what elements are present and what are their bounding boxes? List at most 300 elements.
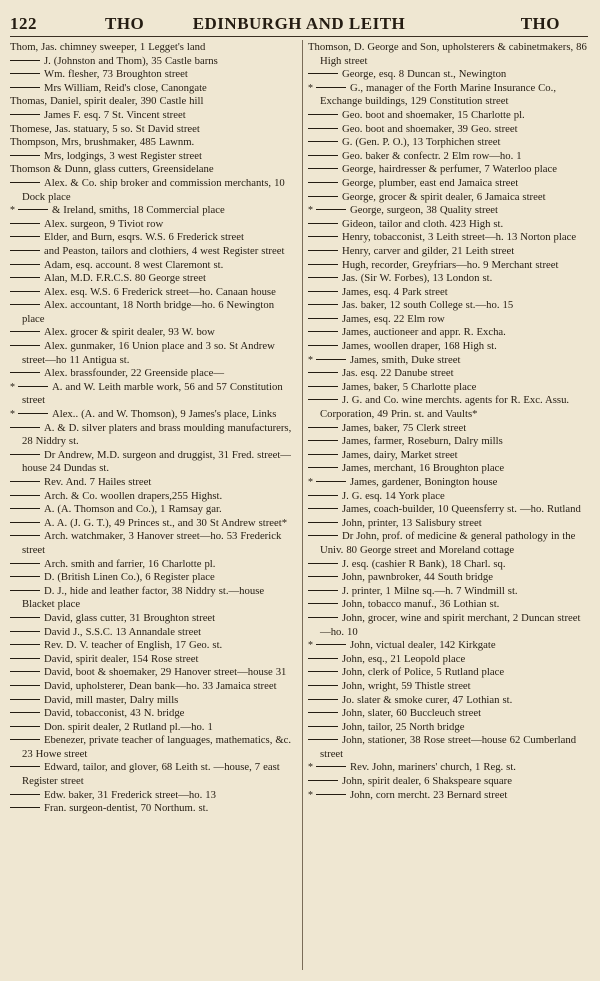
entry-text: James, coach-builder, 10 Queensferry st. —ho. Rutland: [342, 503, 581, 516]
directory-entry: [308, 585, 590, 599]
entry-text: Jas. baker, 12 south College st.—ho. 15: [342, 299, 514, 312]
directory-entry: [308, 354, 590, 368]
directory-entry: [10, 789, 298, 803]
ditto-dash: [308, 182, 338, 183]
ditto-dash: [308, 155, 338, 156]
ditto-dash: [308, 712, 338, 713]
ditto-dash: [10, 291, 40, 292]
asterisk-mark: *: [308, 354, 313, 366]
directory-entry: [308, 204, 590, 218]
left-column: [10, 41, 298, 977]
ditto-dash: [308, 427, 338, 428]
entry-text: Geo. baker & confectr. 2 Elm row—ho. 1: [342, 149, 522, 162]
entry-text: Wm. flesher, 73 Broughton street: [44, 68, 188, 81]
entry-text: Alex. grocer & spirit dealer, 93 W. bow: [44, 326, 215, 339]
ditto-dash: [10, 155, 40, 156]
ditto-dash: [10, 495, 40, 496]
ditto-dash: [10, 264, 40, 265]
ditto-dash: [10, 427, 40, 428]
entry-text: John, tobacco manuf., 36 Lothian st.: [342, 598, 500, 611]
directory-entry: [308, 68, 590, 82]
ditto-dash: [316, 481, 346, 482]
ditto-dash: [10, 685, 40, 686]
directory-entry: [308, 109, 590, 123]
ditto-dash: [308, 73, 338, 74]
entry-text: David, upholsterer, Dean bank—ho. 33 Jamaica street: [44, 679, 277, 692]
entry-text: John, corn mercht. 23 Bernard street: [350, 788, 508, 801]
entry-text: David J., S.S.C. 13 Annandale street: [44, 625, 202, 638]
ditto-dash: [10, 182, 40, 183]
entry-text: James, esq. 4 Park street: [342, 285, 448, 298]
entry-text: James, farmer, Roseburn, Dalry mills: [342, 435, 503, 448]
ditto-dash: [10, 712, 40, 713]
entry-text: Dr John, prof. of medicine & general pathology in the Univ. 80 George street and Moreland cottage: [320, 530, 576, 556]
ditto-dash: [10, 671, 40, 672]
entry-text: J. printer, 1 Milne sq.—h. 7 Windmill st.: [342, 584, 518, 597]
asterisk-mark: *: [10, 205, 15, 217]
ditto-dash: [18, 386, 48, 387]
ditto-dash: [308, 196, 338, 197]
ditto-dash: [316, 794, 346, 795]
right-column: [308, 41, 590, 977]
directory-entry: [308, 694, 590, 708]
directory-entry: [308, 789, 590, 803]
ditto-dash: [10, 794, 40, 795]
ditto-dash: [10, 807, 40, 808]
entry-text: Hugh, recorder, Greyfriars—ho. 9 Merchant street: [342, 258, 559, 271]
directory-entry: [10, 231, 298, 245]
entry-text: Alex. & Co. ship broker and commission merchants, 10 Dock place: [22, 176, 285, 203]
entry-text: James F. esq. 7 St. Vincent street: [44, 108, 186, 121]
ditto-dash: [10, 766, 40, 767]
asterisk-mark: *: [308, 477, 313, 488]
entry-text: James, gardener, Bonington house: [350, 476, 498, 488]
entry-text: David, mill master, Dalry mills: [44, 693, 179, 706]
entry-text: and Peaston, tailors and clothiers, 4 west Register street: [44, 244, 285, 257]
entry-text: Mrs William, Reid's close, Canongate: [44, 81, 207, 94]
directory-entry: [10, 734, 298, 761]
entry-text: Arch. & Co. woollen drapers,255 Highst.: [44, 489, 223, 502]
ditto-dash: [308, 250, 338, 251]
directory-entry: [10, 272, 298, 286]
ditto-dash: [308, 685, 338, 686]
directory-entry: [308, 530, 590, 557]
directory-entry: [10, 721, 298, 735]
ditto-dash: [308, 331, 338, 332]
ditto-dash: [308, 467, 338, 468]
directory-entry: [10, 612, 298, 626]
directory-entry: [308, 422, 590, 436]
entry-text: A. & D. silver platers and brass moulding manufacturers, 28 Niddry st.: [22, 421, 292, 448]
ditto-dash: [308, 304, 338, 305]
directory-entry: [308, 286, 590, 300]
directory-entry: [308, 326, 590, 340]
entry-text: Dr Andrew, M.D. surgeon and druggist, 31 Fred. street—house 24 Dundas st.: [22, 448, 291, 475]
directory-entry: [308, 299, 590, 313]
directory-entry: [308, 340, 590, 354]
entry-text: J. esq. (cashier R Bank), 18 Charl. sq.: [342, 557, 506, 570]
directory-entry: [308, 177, 590, 191]
directory-entry: [10, 95, 298, 109]
ditto-dash: [308, 223, 338, 224]
ditto-dash: [308, 386, 338, 387]
ditto-dash: [308, 726, 338, 727]
ditto-dash: [10, 535, 40, 536]
ditto-dash: [10, 563, 40, 564]
directory-entry: [10, 381, 298, 408]
directory-entry: [10, 503, 298, 517]
entry-text: John, wright, 59 Thistle street: [342, 679, 471, 692]
ditto-dash: [308, 454, 338, 455]
entry-text: John, stationer, 38 Rose street—house 62 Cumberland street: [320, 734, 577, 760]
directory-entry: [10, 490, 298, 504]
entry-text: John, printer, 13 Salisbury street: [342, 516, 482, 529]
ditto-dash: [308, 495, 338, 496]
entry-text: John, clerk of Police, 5 Rutland place: [342, 666, 505, 679]
directory-entry: [308, 41, 590, 68]
directory-entry: [10, 558, 298, 572]
directory-entry: [10, 340, 298, 367]
directory-entry: [308, 259, 590, 273]
entry-text: Jas. esq. 22 Danube street: [342, 367, 454, 380]
directory-entry: [10, 422, 298, 449]
entry-text: Edw. baker, 31 Frederick street—ho. 13: [44, 788, 216, 801]
directory-entry: [10, 55, 298, 69]
directory-entry: [10, 761, 298, 788]
ditto-dash: [10, 73, 40, 74]
directory-entry: [308, 367, 590, 381]
ditto-dash: [10, 114, 40, 115]
ditto-dash: [316, 209, 346, 210]
directory-entry: [308, 612, 590, 639]
directory-entry: [308, 680, 590, 694]
entry-text: James, auctioneer and appr. R. Excha.: [342, 326, 506, 339]
entry-text: Thomese, Jas. statuary, 5 so. St David street: [10, 122, 200, 135]
ditto-dash: [308, 563, 338, 564]
entry-text: Alex. brassfounder, 22 Greenside place—: [44, 367, 225, 380]
directory-entry: [308, 476, 590, 490]
entry-text: Thomas, Daniel, spirit dealer, 390 Castle hill: [10, 95, 204, 108]
directory-entry: [308, 639, 590, 653]
ditto-dash: [10, 454, 40, 455]
entry-text: Thompson, Mrs, brushmaker, 485 Lawnm.: [10, 136, 195, 149]
directory-entry: [308, 123, 590, 137]
entry-text: & Ireland, smiths, 18 Commercial place: [52, 204, 225, 217]
ditto-dash: [10, 87, 40, 88]
entry-text: George, hairdresser & perfumer, 7 Waterloo place: [342, 163, 557, 176]
ditto-dash: [308, 699, 338, 700]
directory-entry: [308, 721, 590, 735]
ditto-dash: [10, 658, 40, 659]
entry-text: Thom, Jas. chimney sweeper, 1 Legget's land: [10, 41, 206, 53]
ditto-dash: [308, 128, 338, 129]
ditto-dash: [10, 644, 40, 645]
entry-text: Jas. (Sir W. Forbes), 13 London st.: [342, 272, 493, 285]
ditto-dash: [10, 345, 40, 346]
directory-entry: [10, 367, 298, 381]
directory-entry: [308, 218, 590, 232]
ditto-dash: [308, 291, 338, 292]
ditto-dash: [10, 699, 40, 700]
entry-text: J. (Johnston and Thom), 35 Castle barns: [44, 54, 218, 67]
directory-entry: [308, 707, 590, 721]
ditto-dash: [10, 522, 40, 523]
entry-text: D. J., hide and leather factor, 38 Niddry st.—house Blacket place: [22, 584, 265, 611]
entry-text: A. and W. Leith marble work, 56 and 57 Constitution street: [22, 380, 283, 407]
directory-entry: [10, 449, 298, 476]
entry-text: John, spirit dealer, 6 Shakspeare square: [342, 775, 512, 788]
directory-entry: [10, 694, 298, 708]
entry-text: Alex.. (A. and W. Thomson), 9 James's place, Links: [52, 408, 277, 421]
directory-entry: [10, 150, 298, 164]
ditto-dash: [10, 223, 40, 224]
directory-entry: [10, 245, 298, 259]
ditto-dash: [308, 236, 338, 237]
ditto-dash: [308, 590, 338, 591]
ditto-dash: [10, 481, 40, 482]
entry-text: Henry, tobacconist, 3 Leith street—h. 13 Norton place: [342, 231, 577, 244]
ditto-dash: [316, 87, 346, 88]
directory-entry: [308, 517, 590, 531]
entry-text: A. A. (J. G. T.), 49 Princes st., and 30 St Andrew street*: [44, 516, 288, 529]
ditto-dash: [308, 440, 338, 441]
ditto-dash: [308, 508, 338, 509]
entry-text: G., manager of the Forth Marine Insurance Co., Exchange buildings, 129 Constitution street: [320, 81, 556, 108]
ditto-dash: [308, 617, 338, 618]
directory-entry: [10, 653, 298, 667]
directory-entry: [10, 585, 298, 612]
directory-entry: [10, 204, 298, 218]
entry-text: David, glass cutter, 31 Broughton street: [44, 611, 216, 624]
directory-entry: [308, 313, 590, 327]
directory-entry: [308, 653, 590, 667]
entry-text: Alex. surgeon, 9 Tiviot row: [44, 217, 164, 230]
directory-entry: [10, 41, 298, 55]
directory-entry: [308, 449, 590, 463]
entry-text: Alan, M.D. F.R.C.S. 80 George street: [44, 272, 206, 285]
directory-entry: [308, 231, 590, 245]
ditto-dash: [10, 590, 40, 591]
ditto-dash: [10, 617, 40, 618]
ditto-dash: [10, 508, 40, 509]
entry-text: James, woollen draper, 168 High st.: [342, 340, 497, 353]
directory-entry: [10, 802, 298, 816]
ditto-dash: [18, 413, 48, 414]
entry-text: Mrs, lodgings, 3 west Register street: [44, 149, 202, 162]
ditto-dash: [308, 141, 338, 142]
directory-entry: [308, 490, 590, 504]
ditto-dash: [316, 359, 346, 360]
ditto-dash: [10, 726, 40, 727]
directory-entry: [10, 408, 298, 422]
entry-text: James, merchant, 16 Broughton place: [342, 462, 505, 475]
ditto-dash: [10, 576, 40, 577]
ditto-dash: [308, 114, 338, 115]
entry-text: Rev. John, mariners' church, 1 Reg. st.: [350, 761, 516, 774]
directory-entry: [10, 123, 298, 137]
entry-text: Geo. boot and shoemaker, 39 Geo. street: [342, 122, 518, 135]
entry-text: Rev. D. V. teacher of English, 17 Geo. st.: [44, 639, 223, 652]
directory-entry: [10, 666, 298, 680]
ditto-dash: [10, 236, 40, 237]
ditto-dash: [316, 644, 346, 645]
directory-entry: [308, 558, 590, 572]
ditto-dash: [308, 399, 338, 400]
entry-text: Thomson, D. George and Son, upholsterers & cabinetmakers, 86 High street: [308, 41, 587, 67]
entry-text: Arch. smith and farrier, 16 Charlotte pl.: [44, 557, 216, 570]
asterisk-mark: *: [308, 762, 313, 774]
directory-entry: [308, 435, 590, 449]
directory-entry: [308, 598, 590, 612]
directory-entry: [10, 530, 298, 557]
entry-text: G. (Gen. P. O.), 13 Torphichen street: [342, 136, 501, 149]
ditto-dash: [308, 277, 338, 278]
directory-entry: [10, 177, 298, 204]
entry-text: David, tobacconist, 43 N. bridge: [44, 707, 185, 720]
header-left-word: THO: [105, 14, 145, 33]
directory-entry: [308, 503, 590, 517]
entry-text: Adam, esq. account. 8 west Claremont st.: [44, 258, 224, 271]
directory-entry: [308, 191, 590, 205]
directory-entry: [10, 326, 298, 340]
ditto-dash: [18, 209, 48, 210]
directory-entry: [10, 218, 298, 232]
ditto-dash: [308, 535, 338, 536]
directory-entry: [10, 680, 298, 694]
entry-text: Thomson & Dunn, glass cutters, Greensidelane: [10, 163, 214, 176]
directory-entry: [308, 394, 590, 421]
directory-entry: [308, 734, 590, 761]
ditto-dash: [308, 658, 338, 659]
directory-entry: [308, 666, 590, 680]
asterisk-mark: *: [308, 82, 313, 94]
ditto-dash: [308, 603, 338, 604]
ditto-dash: [10, 60, 40, 61]
ditto-dash: [308, 345, 338, 346]
directory-entry: [10, 517, 298, 531]
directory-entry: [308, 136, 590, 150]
entry-text: Henry, carver and gilder, 21 Leith street: [342, 244, 515, 257]
entry-text: John, tailor, 25 North bridge: [342, 720, 465, 733]
ditto-dash: [308, 168, 338, 169]
directory-entry: [308, 245, 590, 259]
entry-text: Elder, and Burn, esqrs. W.S. 6 Frederick street: [44, 231, 244, 244]
ditto-dash: [308, 264, 338, 265]
directory-entry: [10, 299, 298, 326]
entry-text: Geo. boot and shoemaker, 15 Charlotte pl.: [342, 108, 525, 121]
directory-entry: [308, 761, 590, 775]
asterisk-mark: *: [10, 409, 15, 421]
entry-text: J. G. and Co. wine merchts. agents for R. Exc. Assu. Corporation, 49 Prin. st. and Vaults*: [320, 394, 570, 421]
directory-entry: [308, 462, 590, 476]
directory-entry: [10, 82, 298, 96]
ditto-dash: [308, 739, 338, 740]
asterisk-mark: *: [10, 381, 15, 393]
directory-entry: [10, 707, 298, 721]
entry-text: John, grocer, wine and spirit merchant, 2 Duncan street—ho. 10: [320, 611, 581, 638]
entry-text: John, pawnbroker, 44 South bridge: [342, 571, 493, 584]
entry-text: Fran. surgeon-dentist, 70 Northum. st.: [44, 802, 209, 815]
directory-entry: [308, 163, 590, 177]
entry-text: James, baker, 5 Charlotte place: [342, 380, 477, 393]
directory-entry: [10, 626, 298, 640]
ditto-dash: [308, 671, 338, 672]
directory-entry: [308, 775, 590, 789]
entry-text: James, baker, 75 Clerk street: [342, 421, 467, 434]
ditto-dash: [10, 304, 40, 305]
directory-entry: [10, 163, 298, 177]
entry-text: James, smith, Duke street: [350, 353, 461, 366]
entry-text: J. G. esq. 14 York place: [342, 489, 445, 502]
ditto-dash: [10, 372, 40, 373]
asterisk-mark: *: [308, 205, 313, 217]
ditto-dash: [10, 277, 40, 278]
directory-entry: [308, 82, 590, 109]
entry-text: Rev. And. 7 Hailes street: [44, 476, 152, 488]
directory-entry: [308, 381, 590, 395]
ditto-dash: [10, 250, 40, 251]
entry-text: Jo. slater & smoke curer, 47 Lothian st.: [342, 693, 513, 706]
entry-text: James, esq. 22 Elm row: [342, 312, 445, 325]
entry-text: John, esq., 21 Leopold place: [342, 652, 466, 665]
entry-text: Don. spirit dealer, 2 Rutland pl.—ho. 1: [44, 720, 213, 733]
entry-text: George, plumber, east end Jamaica street: [342, 176, 519, 189]
asterisk-mark: *: [308, 789, 313, 801]
entry-text: John, slater, 60 Buccleuch street: [342, 707, 482, 720]
ditto-dash: [308, 372, 338, 373]
entry-text: Ebenezer, private teacher of languages, mathematics, &c. 23 Howe street: [22, 734, 292, 760]
entry-text: Alex. gunmaker, 16 Union place and 3 so. St Andrew street—ho 11 Antigua st.: [22, 340, 275, 366]
column-divider: [302, 40, 303, 970]
header-title: EDINBURGH AND LEITH: [192, 14, 406, 33]
entry-text: George, surgeon, 38 Quality street: [350, 204, 499, 217]
ditto-dash: [308, 576, 338, 577]
page-header: [10, 8, 588, 34]
entry-text: D. (British Linen Co.), 6 Register place: [44, 571, 215, 584]
entry-text: Arch. watchmaker, 3 Hanover street—ho. 53 Frederick street: [22, 530, 282, 556]
directory-entry: [10, 68, 298, 82]
ditto-dash: [308, 780, 338, 781]
entry-text: David, spirit dealer, 154 Rose street: [44, 652, 199, 665]
entry-text: James, dairy, Market street: [342, 448, 458, 461]
entry-text: George, grocer & spirit dealer, 6 Jamaica street: [342, 190, 546, 203]
entry-text: A. (A. Thomson and Co.), 1 Ramsay gar.: [44, 503, 222, 516]
entry-text: George, esq. 8 Duncan st., Newington: [342, 68, 507, 81]
entry-text: Edward, tailor, and glover, 68 Leith st. —house, 7 east Register street: [22, 761, 280, 788]
entry-text: John, victual dealer, 142 Kirkgate: [350, 639, 496, 652]
asterisk-mark: *: [308, 640, 313, 652]
directory-entry: [10, 571, 298, 585]
entry-text: David, boot & shoemaker, 29 Hanover street—house 31: [44, 666, 287, 679]
entry-text: Alex. esq. W.S. 6 Frederick street—ho. Canaan house: [44, 285, 276, 298]
directory-entry: [10, 109, 298, 123]
directory-entry: [10, 286, 298, 300]
directory-entry: [10, 476, 298, 490]
directory-entry: [10, 136, 298, 150]
directory-entry: [10, 259, 298, 273]
page-number: 122: [10, 14, 37, 33]
ditto-dash: [10, 739, 40, 740]
header-right-word: THO: [520, 14, 560, 33]
ditto-dash: [10, 631, 40, 632]
ditto-dash: [308, 522, 338, 523]
ditto-dash: [316, 766, 346, 767]
directory-entry: [308, 571, 590, 585]
directory-entry: [308, 272, 590, 286]
header-rule: [10, 36, 588, 37]
ditto-dash: [10, 331, 40, 332]
ditto-dash: [308, 318, 338, 319]
